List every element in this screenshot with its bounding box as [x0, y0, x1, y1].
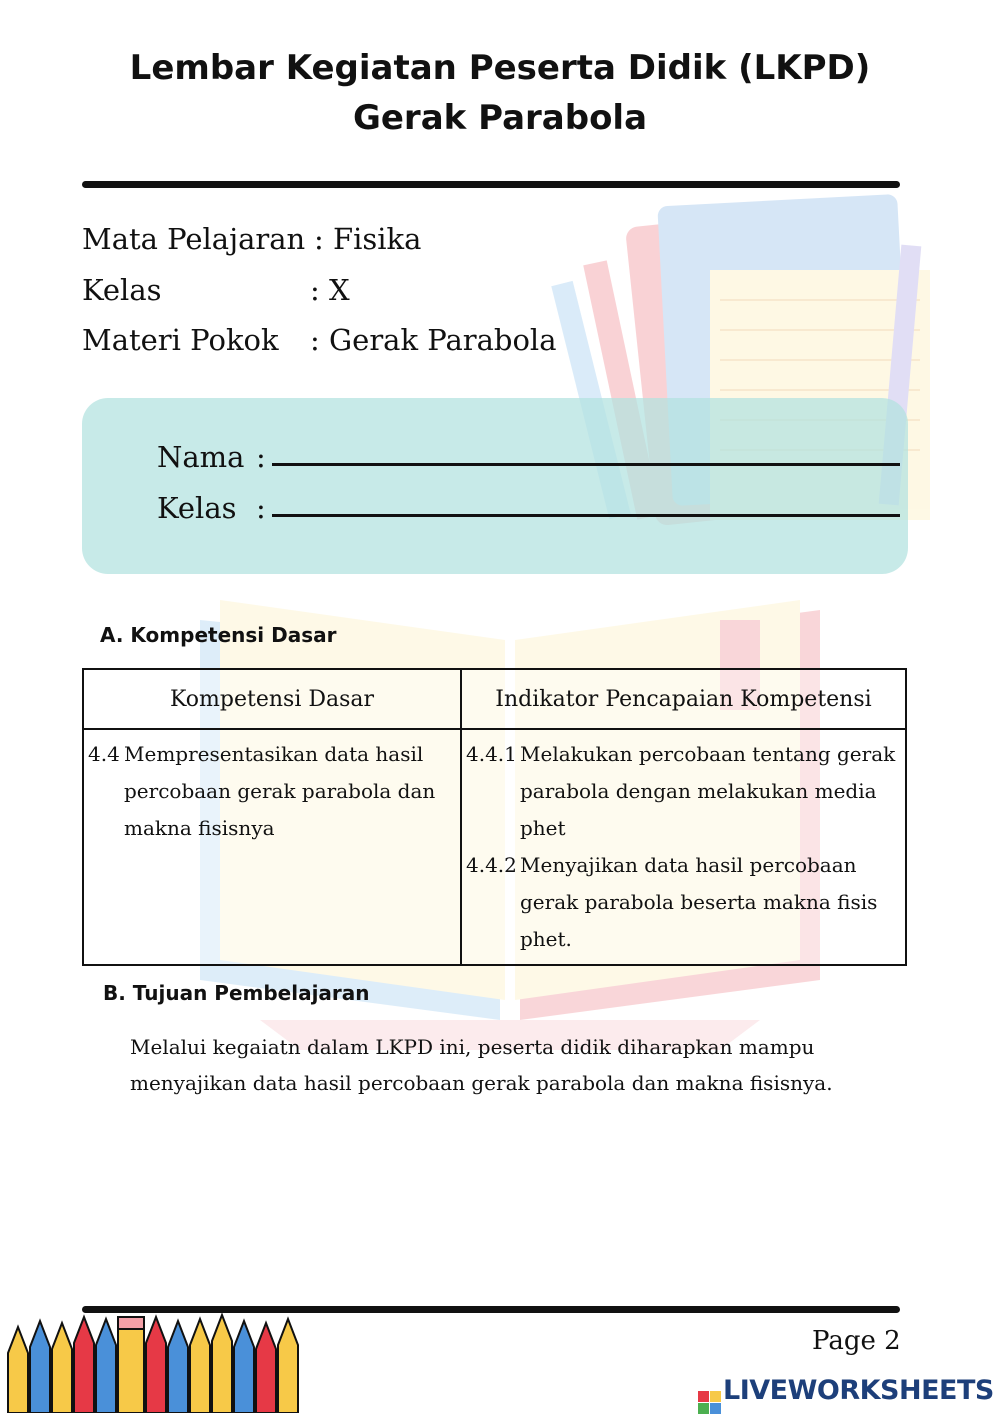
indicator-item — [466, 736, 901, 847]
kd-cell — [83, 729, 461, 965]
indicator-number: 4.4.2 — [466, 853, 517, 877]
learning-objective-text: Melalui kegaiatn dalam LKPD ini, peserta didik diharapkan mampu menyajikan data hasil percobaan gerak parabola dan makna fisisnya. — [130, 1035, 833, 1095]
brand-watermark — [698, 1375, 994, 1414]
class-colon: : — [256, 491, 266, 525]
indicator-cell — [461, 729, 906, 965]
section-a-heading: A. Kompetensi Dasar — [100, 623, 337, 647]
class-input-line[interactable] — [272, 514, 900, 517]
kd-text: Mempresentasikan data hasil percobaan gerak parabola dan makna fisisnya — [124, 742, 436, 840]
name-input-line[interactable] — [272, 463, 900, 466]
top-divider — [82, 181, 900, 188]
info-label-subject: Mata Pelajaran — [82, 222, 306, 256]
brand-name: LIVEWORKSHEETS — [723, 1375, 994, 1406]
col-header-kd: Kompetensi Dasar — [83, 669, 461, 729]
indicator-text: Menyajikan data hasil percobaan gerak parabola beserta makna fisis phet. — [520, 853, 878, 951]
competency-table — [82, 668, 907, 966]
pencils-illustration — [0, 1313, 310, 1413]
indicator-text: Melakukan percobaan tentang gerak parabola dengan melakukan media phet — [520, 742, 896, 840]
title-line-1: Lembar Kegiatan Peserta Didik (LKPD) — [129, 48, 871, 88]
kd-item — [88, 736, 456, 847]
student-info-box — [82, 398, 908, 574]
name-colon: : — [256, 440, 266, 474]
brand-logo-icon — [698, 1391, 721, 1414]
info-value-topic: : Gerak Parabola — [310, 323, 557, 357]
section-b-heading: B. Tujuan Pembelajaran — [103, 981, 370, 1005]
page-number: Page 2 — [812, 1326, 901, 1356]
title-line-2: Gerak Parabola — [352, 98, 648, 138]
info-value-subject: : Fisika — [314, 222, 422, 256]
col-header-indicator: Indikator Pencapaian Kompetensi — [461, 669, 906, 729]
class-label: Kelas — [157, 491, 237, 525]
info-label-class: Kelas — [82, 273, 162, 307]
indicator-item — [466, 847, 901, 958]
indicator-number: 4.4.1 — [466, 742, 517, 766]
bottom-divider — [82, 1306, 900, 1313]
info-label-topic: Materi Pokok — [82, 323, 279, 357]
kd-number: 4.4 — [88, 742, 120, 766]
info-value-class: : X — [310, 273, 350, 307]
name-label: Nama — [157, 440, 245, 474]
